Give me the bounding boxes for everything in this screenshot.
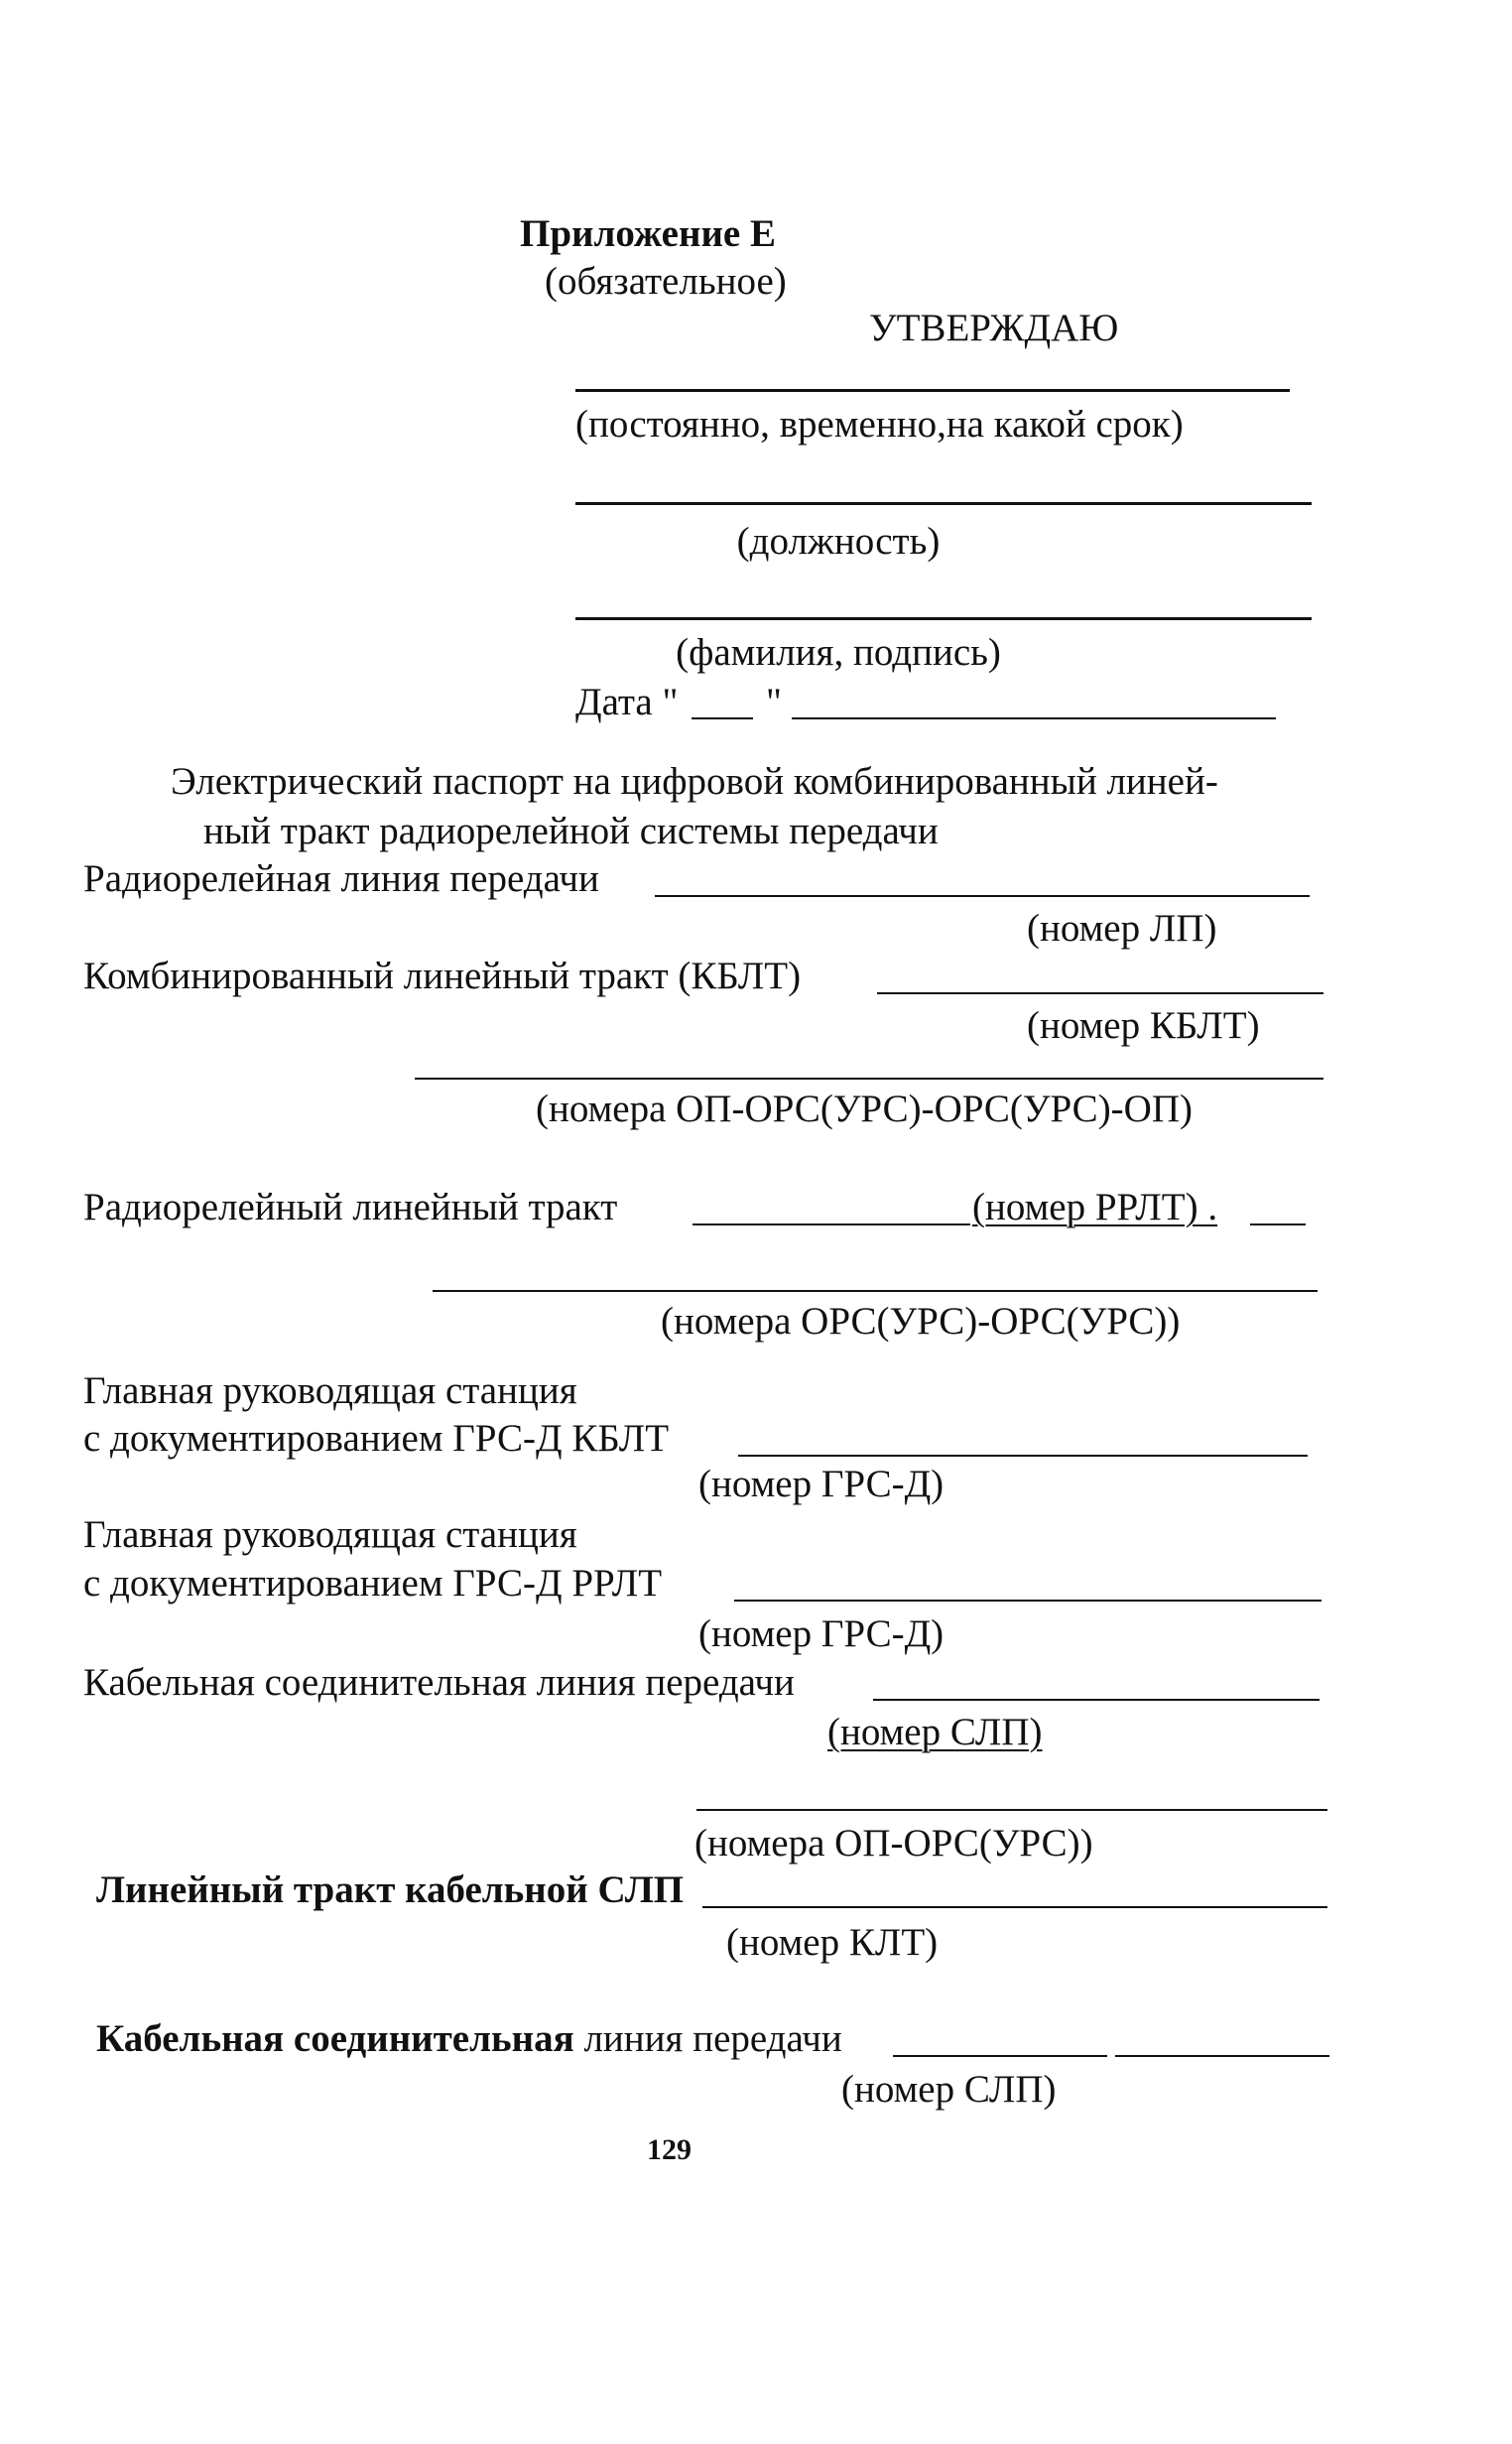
rrlt-stations-line[interactable]: [433, 1290, 1318, 1292]
kblt-stations-line[interactable]: [415, 1078, 1323, 1080]
rrl-label: Радиорелейная линия передачи: [83, 857, 599, 900]
grs-kblt-label-line2: с документированием ГРС-Д КБЛТ: [83, 1417, 670, 1460]
page-number: 129: [647, 2133, 692, 2166]
klt-field-line[interactable]: [702, 1906, 1327, 1908]
approve-name-hint: (фамилия, подпись): [676, 631, 1001, 674]
grs-rrlt-label-line1: Главная руководящая станция: [83, 1513, 577, 1556]
kblt-label: Комбинированный линейный тракт (КБЛТ): [83, 955, 802, 997]
slp2-hint: (номер СЛП): [841, 2068, 1057, 2111]
passport-title-line1: Электрический паспорт на цифровой комбинированный линей-: [171, 760, 1218, 803]
slp2-field-line-a[interactable]: [893, 2055, 1107, 2057]
slp2-label-bold: Кабельная соединительная: [96, 2017, 574, 2060]
kblt-field-line[interactable]: [877, 992, 1323, 994]
approve-position-hint: (должность): [736, 520, 941, 563]
rrlt-stations-hint: (номера ОРС(УРС)-ОРС(УРС)): [661, 1300, 1181, 1343]
approve-label: УТВЕРЖДАЮ: [869, 307, 1119, 349]
slp2-label-rest: линия передачи: [573, 2017, 842, 2060]
rrl-hint: (номер ЛП): [1027, 907, 1217, 950]
rrlt-label: Радиорелейный линейный тракт: [83, 1186, 618, 1228]
grs-rrlt-field-line[interactable]: [734, 1600, 1322, 1602]
slp-stations-line[interactable]: [696, 1809, 1327, 1811]
date-day-line[interactable]: [692, 717, 753, 719]
date-month-year-line[interactable]: [792, 717, 1276, 719]
slp-hint: (номер СЛП): [827, 1711, 1043, 1753]
date-label: Дата ": [575, 681, 679, 723]
slp-field-line[interactable]: [873, 1699, 1320, 1701]
grs-kblt-field-line[interactable]: [738, 1455, 1308, 1457]
grs-kblt-label-line1: Главная руководящая станция: [83, 1369, 577, 1412]
grs-rrlt-hint: (номер ГРС-Д): [698, 1612, 945, 1655]
slp-label: Кабельная соединительная линия передачи: [83, 1661, 795, 1704]
date-quote-close: ": [766, 681, 782, 723]
grs-kblt-hint: (номер ГРС-Д): [698, 1463, 945, 1505]
klt-label: Линейный тракт кабельной СЛП: [96, 1868, 685, 1911]
grs-rrlt-label-line2: с документированием ГРС-Д РРЛТ: [83, 1562, 663, 1605]
approve-name-line[interactable]: [575, 617, 1312, 620]
appendix-status: (обязательное): [545, 260, 787, 303]
kblt-stations-hint: (номера ОП-ОРС(УРС)-ОРС(УРС)-ОП): [536, 1088, 1193, 1130]
approve-position-line[interactable]: [575, 502, 1312, 505]
kblt-hint: (номер КБЛТ): [1027, 1004, 1260, 1047]
rrlt-field-line[interactable]: [693, 1223, 970, 1225]
rrlt-trailing-line[interactable]: [1250, 1223, 1306, 1225]
slp-stations-hint: (номера ОП-ОРС(УРС)): [694, 1822, 1093, 1865]
rrlt-inline-hint: (номер РРЛТ) .: [972, 1186, 1218, 1228]
passport-title-line2: ный тракт радиорелейной системы передачи: [203, 810, 939, 852]
approve-term-line[interactable]: [575, 389, 1290, 392]
rrl-field-line[interactable]: [655, 895, 1310, 897]
approve-term-hint: (постоянно, временно,на какой срок): [575, 403, 1184, 446]
klt-hint: (номер КЛТ): [726, 1921, 939, 1964]
slp2-label: [96, 2019, 842, 2058]
appendix-title: Приложение Е: [520, 212, 776, 255]
slp2-field-line-b[interactable]: [1115, 2055, 1329, 2057]
